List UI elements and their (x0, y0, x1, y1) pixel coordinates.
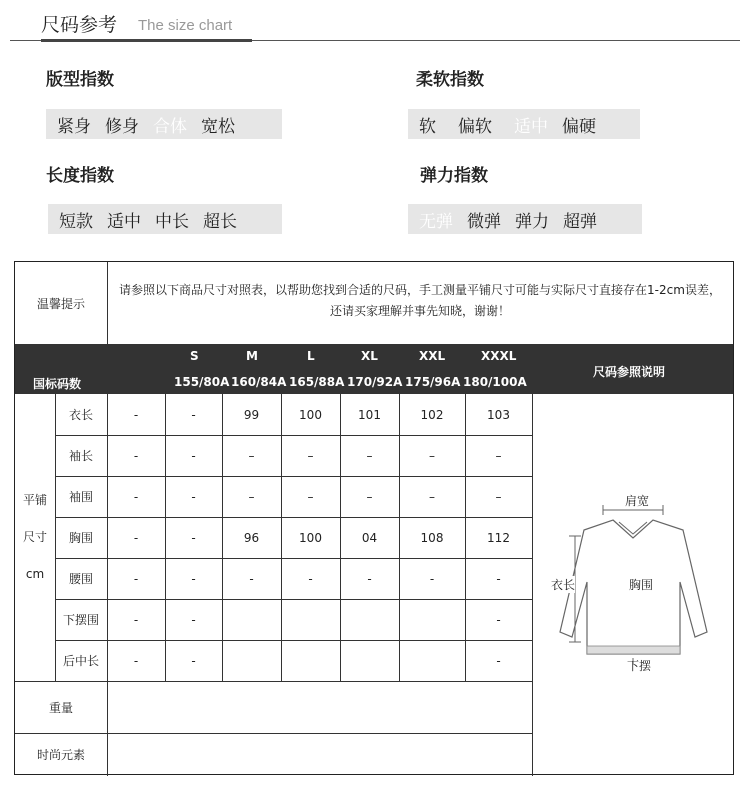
table-cell: – (248, 448, 255, 463)
table-cell (281, 640, 340, 681)
table-cell: - (308, 571, 313, 586)
fit-option-selected: 合体 (153, 116, 187, 137)
softness-index-title: 柔软指数 (416, 70, 484, 90)
table-cell: 100 (299, 407, 322, 422)
table-cell (340, 599, 399, 640)
length-option: 短款 (59, 211, 93, 232)
table-cell: - (191, 571, 196, 586)
grid-line (15, 344, 733, 345)
measure-row-label: 胸围 (68, 531, 93, 545)
table-cell: - (133, 489, 139, 504)
table-cell (222, 640, 281, 681)
table-cell: – (429, 448, 435, 463)
table-cell: - (133, 448, 139, 463)
fit-index-title: 版型指数 (46, 70, 114, 90)
table-cell (399, 640, 465, 681)
size-label: M (246, 349, 258, 363)
length-option: 中长 (155, 211, 189, 232)
elasticity-option: 微弹 (467, 211, 501, 232)
size-standard: 165/88A (289, 375, 345, 389)
garment-measurement-diagram (535, 472, 730, 682)
fit-option: 宽松 (201, 116, 235, 137)
size-label: XXL (419, 349, 446, 363)
size-label: XL (361, 349, 378, 363)
fashion-elements-label: 时尚元素 (36, 748, 85, 762)
weight-label: 重量 (48, 700, 73, 715)
table-cell: - (429, 571, 435, 586)
table-cell: 112 (487, 530, 510, 545)
flat-size-cm-label (15, 394, 55, 681)
size-header-row (15, 344, 733, 394)
section-title: 尺码参考 (41, 14, 118, 36)
table-cell: 96 (243, 530, 260, 545)
group-label-line: 平铺 (22, 493, 47, 507)
grid-line (107, 262, 108, 344)
table-cell: - (133, 530, 139, 545)
table-cell (222, 599, 281, 640)
table-cell: - (191, 530, 196, 545)
group-label-line: 尺寸 (22, 530, 47, 544)
fit-option: 修身 (105, 116, 139, 137)
measure-row-label: 后中长 (62, 654, 99, 668)
table-cell: - (191, 653, 196, 668)
table-cell: – (495, 489, 502, 504)
table-cell: 102 (420, 407, 444, 422)
measure-row-label: 袖围 (68, 490, 93, 504)
table-cell: – (248, 489, 255, 504)
table-cell: - (133, 407, 139, 422)
section-subtitle: The size chart (138, 17, 233, 34)
size-label: L (307, 349, 315, 363)
table-cell: - (249, 571, 254, 586)
softness-option-selected: 适中 (514, 116, 548, 137)
size-label: XXXL (481, 349, 517, 363)
elasticity-option-selected: 无弹 (419, 211, 453, 232)
table-cell: 103 (487, 407, 510, 422)
fit-option: 紧身 (57, 116, 91, 137)
measure-row-label: 袖长 (68, 449, 93, 463)
shoulder-width-label: 肩宽 (625, 494, 650, 508)
table-cell: - (191, 489, 196, 504)
table-cell: - (191, 407, 196, 422)
header-accent-bar (41, 39, 252, 42)
softness-option: 偏软 (458, 116, 492, 137)
table-cell: 99 (243, 407, 260, 422)
table-cell: – (429, 489, 435, 504)
elasticity-index-title: 弹力指数 (420, 166, 488, 186)
table-cell: – (307, 448, 314, 463)
table-cell: – (307, 489, 314, 504)
table-cell: - (496, 571, 501, 586)
notice-label: 温馨提示 (36, 296, 85, 311)
size-standard: 170/92A (347, 375, 403, 389)
table-cell: 100 (299, 530, 322, 545)
table-cell: – (366, 448, 373, 463)
softness-option: 软 (419, 116, 436, 137)
table-cell: - (367, 571, 372, 586)
garment-length-label: 衣长 (551, 578, 576, 592)
table-cell: - (191, 612, 196, 627)
elasticity-option: 弹力 (515, 211, 549, 232)
size-label: S (190, 349, 199, 363)
size-standard: 180/100A (463, 375, 527, 389)
fit-index-scale (46, 109, 282, 139)
length-index-scale (48, 204, 282, 234)
table-cell: – (495, 448, 502, 463)
size-table (14, 261, 734, 775)
table-cell (281, 599, 340, 640)
length-option: 适中 (107, 211, 141, 232)
table-cell: - (496, 653, 501, 668)
table-cell: - (133, 612, 139, 627)
chest-label: 胸围 (629, 578, 654, 592)
table-cell: 101 (358, 407, 381, 422)
size-standard: 175/96A (405, 375, 461, 389)
softness-index-scale (408, 109, 640, 139)
length-option: 超长 (203, 211, 237, 232)
size-standard: 155/80A (174, 375, 230, 389)
elasticity-option: 超弹 (563, 211, 597, 232)
table-cell (340, 640, 399, 681)
group-label-line: cm (25, 567, 45, 581)
elasticity-index-scale (408, 204, 642, 234)
measure-row-label: 衣长 (68, 408, 93, 422)
table-cell: - (133, 571, 139, 586)
table-cell: 108 (420, 530, 444, 545)
softness-option: 偏硬 (562, 116, 596, 137)
hem-label: 下摆 (627, 659, 652, 673)
table-cell: - (133, 653, 139, 668)
grid-line (532, 394, 533, 776)
measure-row-label: 腰围 (68, 572, 93, 586)
table-cell (399, 599, 465, 640)
notice-text: 请参照以下商品尺寸对照表，以帮助您找到合适的尺码，手工测量平铺尺寸可能与实际尺寸直接存在1-2cm误差，还请买家理解并事先知晓，谢谢！ (119, 283, 721, 318)
table-cell: - (496, 612, 501, 627)
table-cell: 04 (361, 530, 378, 545)
measure-row-label: 下摆围 (62, 613, 99, 627)
section-header (0, 0, 750, 48)
size-standard: 160/84A (231, 375, 287, 389)
size-header-label: 国标码数 (33, 377, 82, 391)
table-cell: – (366, 489, 373, 504)
size-guide-label: 尺码参照说明 (593, 365, 666, 379)
length-index-title: 长度指数 (46, 166, 114, 186)
table-cell: - (191, 448, 196, 463)
